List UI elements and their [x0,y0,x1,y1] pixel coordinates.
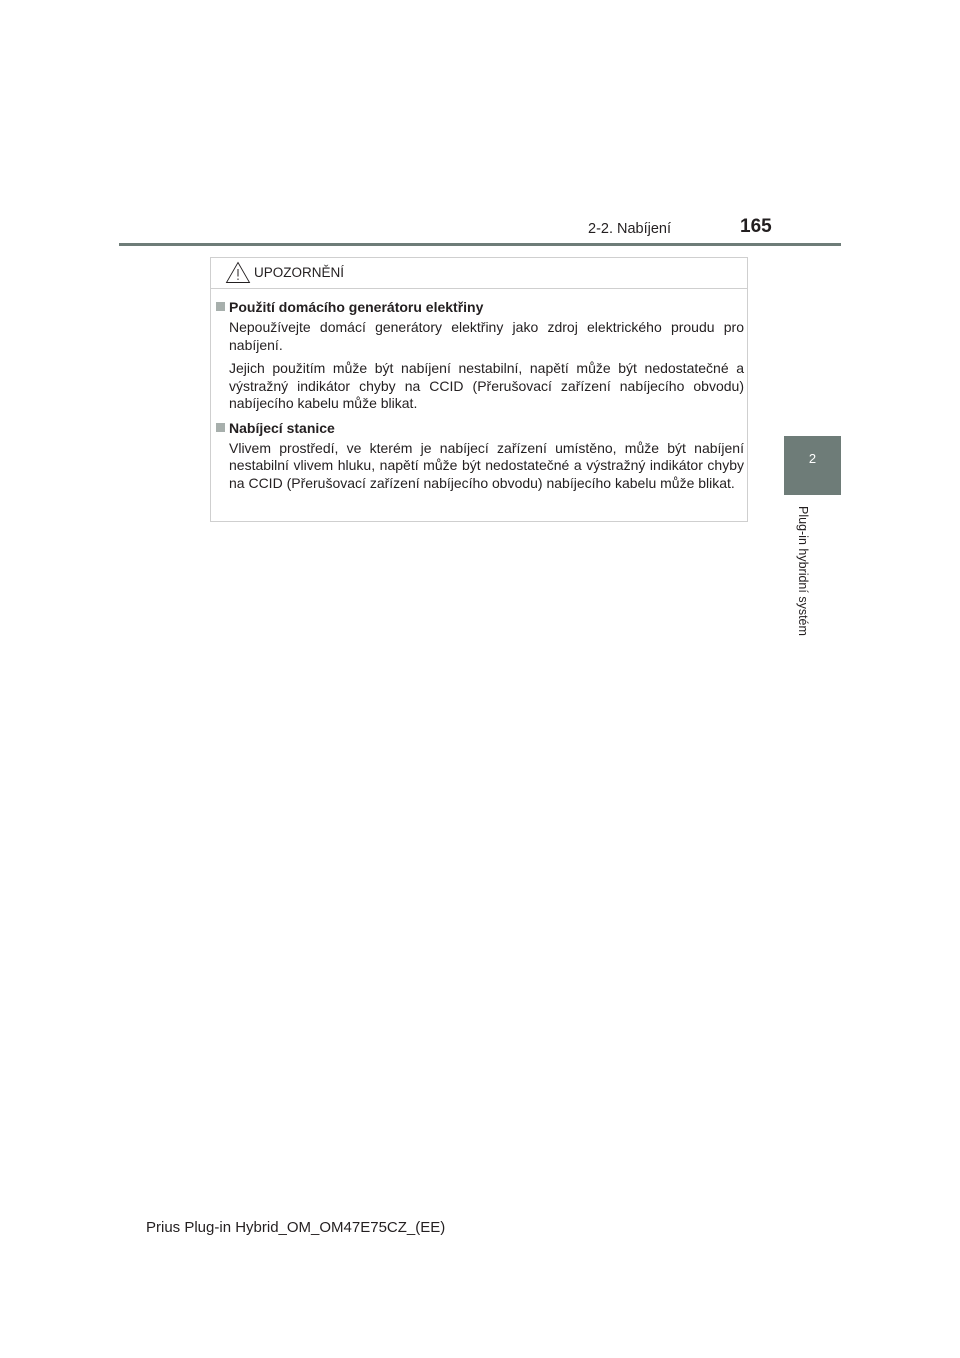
item-heading [216,419,744,437]
square-bullet-icon [216,302,225,311]
item-heading [216,298,744,316]
item-heading-text: Nabíjecí stanice [229,419,335,436]
footer-doc-id: Prius Plug-in Hybrid_OM_OM47E75CZ_(EE) [146,1219,446,1236]
page-number: 165 [740,216,772,237]
header-divider [119,243,841,246]
item-paragraph: Nepoužívejte domácí generátory elektřiny jako zdroj elektrického proudu pro nabíjení. [229,319,744,353]
square-bullet-icon [216,423,225,432]
chapter-tab-label: Plug-in hybridní systém [796,506,810,636]
warning-box [210,257,748,522]
item-paragraph: Jejich použitím může být nabíjení nestabilní, napětí může být nedostatečné a výstražný indikátor chyby na CCID (Přerušovací zařízení nabíjecího obvodu) nabíjecího kabelu může blikat. [229,360,744,411]
chapter-tab-number: 2 [808,451,817,466]
warning-header [211,258,747,289]
warning-body [216,298,744,498]
warning-triangle-icon [225,261,251,284]
warning-item [216,419,744,493]
item-heading-text: Použití domácího generátoru elektřiny [229,299,484,315]
warning-item [216,298,744,413]
warning-title: UPOZORNĚNÍ [254,265,345,280]
section-title: 2-2. Nabíjení [588,221,672,237]
item-paragraph: Vlivem prostředí, ve kterém je nabíjecí zařízení umístěno, může být nabíjení nestabilní vlivem hluku, napětí může být nedostatečné a výstražný indikátor chyby na CCID (Přerušovací zařízení nabíjecího obvodu) nabíjecího kabelu může blikat. [229,439,744,491]
